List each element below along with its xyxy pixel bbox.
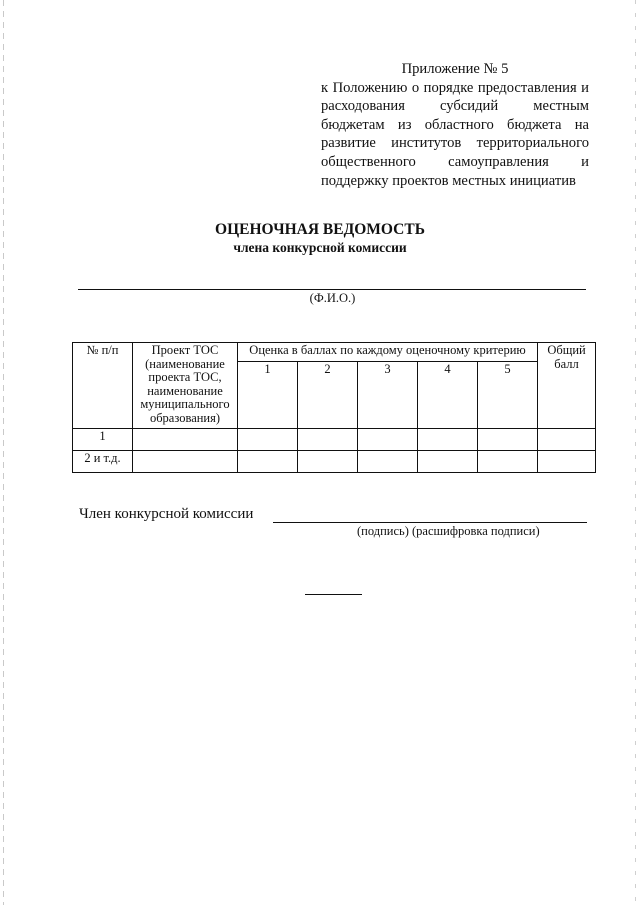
criterion-header: 3 [358,362,418,429]
appendix-block [321,60,589,190]
score-cell[interactable] [238,451,298,473]
score-cell[interactable] [358,451,418,473]
criterion-header: 2 [298,362,358,429]
score-cell[interactable] [358,429,418,451]
project-cell[interactable] [133,429,238,451]
score-cell[interactable] [418,429,478,451]
table-row [73,451,596,473]
row-number: 1 [73,429,133,451]
appendix-text: к Положению о порядке предоставления и расходования субсидий местным бюджетам из областного бюджета на развитие институтов территориального общественного самоуправления и поддержку проектов местных инициатив [321,79,589,189]
header-total: Общий балл [538,343,596,429]
score-cell[interactable] [298,451,358,473]
document-title: ОЦЕНОЧНАЯ ВЕДОМОСТЬ [215,221,425,238]
project-cell[interactable] [133,451,238,473]
table-row [73,429,596,451]
document-subtitle: члена конкурсной комиссии [233,240,407,255]
score-cell[interactable] [298,429,358,451]
criterion-header: 5 [478,362,538,429]
criterion-header: 4 [418,362,478,429]
header-number: № п/п [73,343,133,429]
end-divider [305,594,362,595]
fio-caption: (Ф.И.О.) [309,291,356,305]
signature-line[interactable] [273,522,587,523]
header-scores: Оценка в баллах по каждому оценочному критерию [238,343,538,362]
signature-label: Член конкурсной комиссии [79,506,254,522]
criterion-header: 1 [238,362,298,429]
fio-input-line[interactable] [78,289,586,290]
evaluation-table [72,342,596,473]
appendix-number: Приложение № 5 [401,61,509,77]
scan-edge-left [3,0,4,905]
header-project: Проект ТОС (наименование проекта ТОС, наименование муниципального образования) [133,343,238,429]
total-cell[interactable] [538,429,596,451]
score-cell[interactable] [478,429,538,451]
scan-edge-right [635,0,636,905]
row-number: 2 и т.д. [73,451,133,473]
signature-caption: (подпись) (расшифровка подписи) [357,524,540,538]
score-cell[interactable] [238,429,298,451]
total-cell[interactable] [538,451,596,473]
score-cell[interactable] [478,451,538,473]
score-cell[interactable] [418,451,478,473]
